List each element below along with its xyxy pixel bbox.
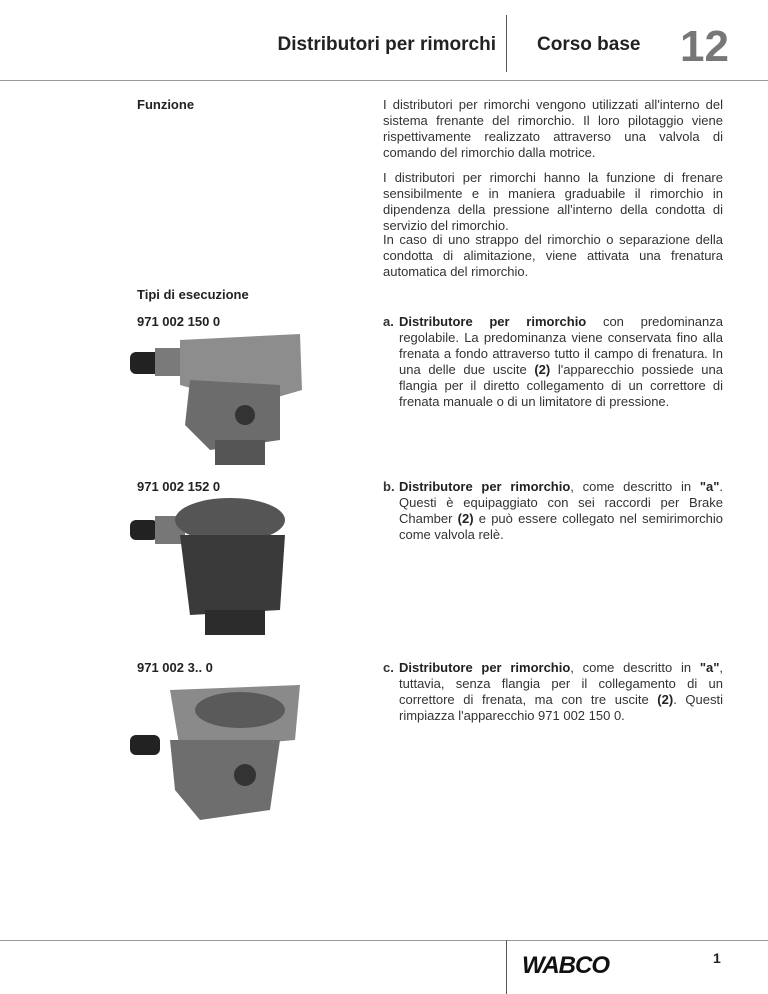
part-number: 971 002 3.. 0 [137, 660, 213, 675]
item-c: c. Distributore per rimorchio, come descritto in "a", tuttavia, senza flangia per il collegamento di un correttore di frenata, ma con tre uscite (2). Questi rimpiazza l'apparecchio 971 002 150 0. [383, 660, 723, 723]
valve-image-a [130, 330, 310, 475]
page-number: 1 [713, 950, 721, 966]
header-rule [0, 80, 768, 81]
part-number: 971 002 150 0 [137, 314, 221, 329]
footer-rule [0, 940, 768, 941]
course-label: Corso base [537, 34, 641, 55]
paragraph: I distributori per rimorchi hanno la funzione di frenare sensibilmente e in maniera graduabile il rimorchio in dipendenza della pressione all'interno della condotta di servizio del rimorchio. [383, 170, 723, 233]
section-label-funzione: Funzione [137, 97, 195, 112]
document-title: Distributori per rimorchi [277, 34, 496, 55]
item-a: a. Distributore per rimorchio con predominanza regolabile. La predominanza viene conservata fino alla frenata a fondo attraverso tutto il campo di frenatura. In una delle due uscite (2) l'apparecchio possiede una flangia per il diretto collegamento di un correttore di frenata manuale o di un limitatore di pressione. [383, 314, 723, 409]
wabco-logo: WABCO [522, 952, 609, 979]
paragraph: In caso di uno strappo del rimorchio o separazione della condotta di alimitazione, viene attivata una frenatura automatica del rimorchio. [383, 232, 723, 279]
valve-image-c [130, 680, 310, 835]
section-label-tipi: Tipi di esecuzione [137, 287, 249, 302]
valve-image-b [130, 490, 300, 645]
header-divider [506, 15, 507, 72]
footer-divider [506, 940, 507, 994]
part-number: 971 002 152 0 [137, 479, 221, 494]
chapter-number: 12 [680, 22, 729, 71]
item-b: b. Distributore per rimorchio, come descritto in "a". Questi è equipaggiato con sei raccordi per Brake Chamber (2) e può essere collegato nel semirimorchio come valvola relè. [383, 479, 723, 542]
paragraph: I distributori per rimorchi vengono utilizzati all'interno del sistema frenante del rimorchio. Il loro pilotaggio viene rispettivamente realizzato attraverso una valvola di comando del rimorchio dalla motrice. [383, 97, 723, 160]
